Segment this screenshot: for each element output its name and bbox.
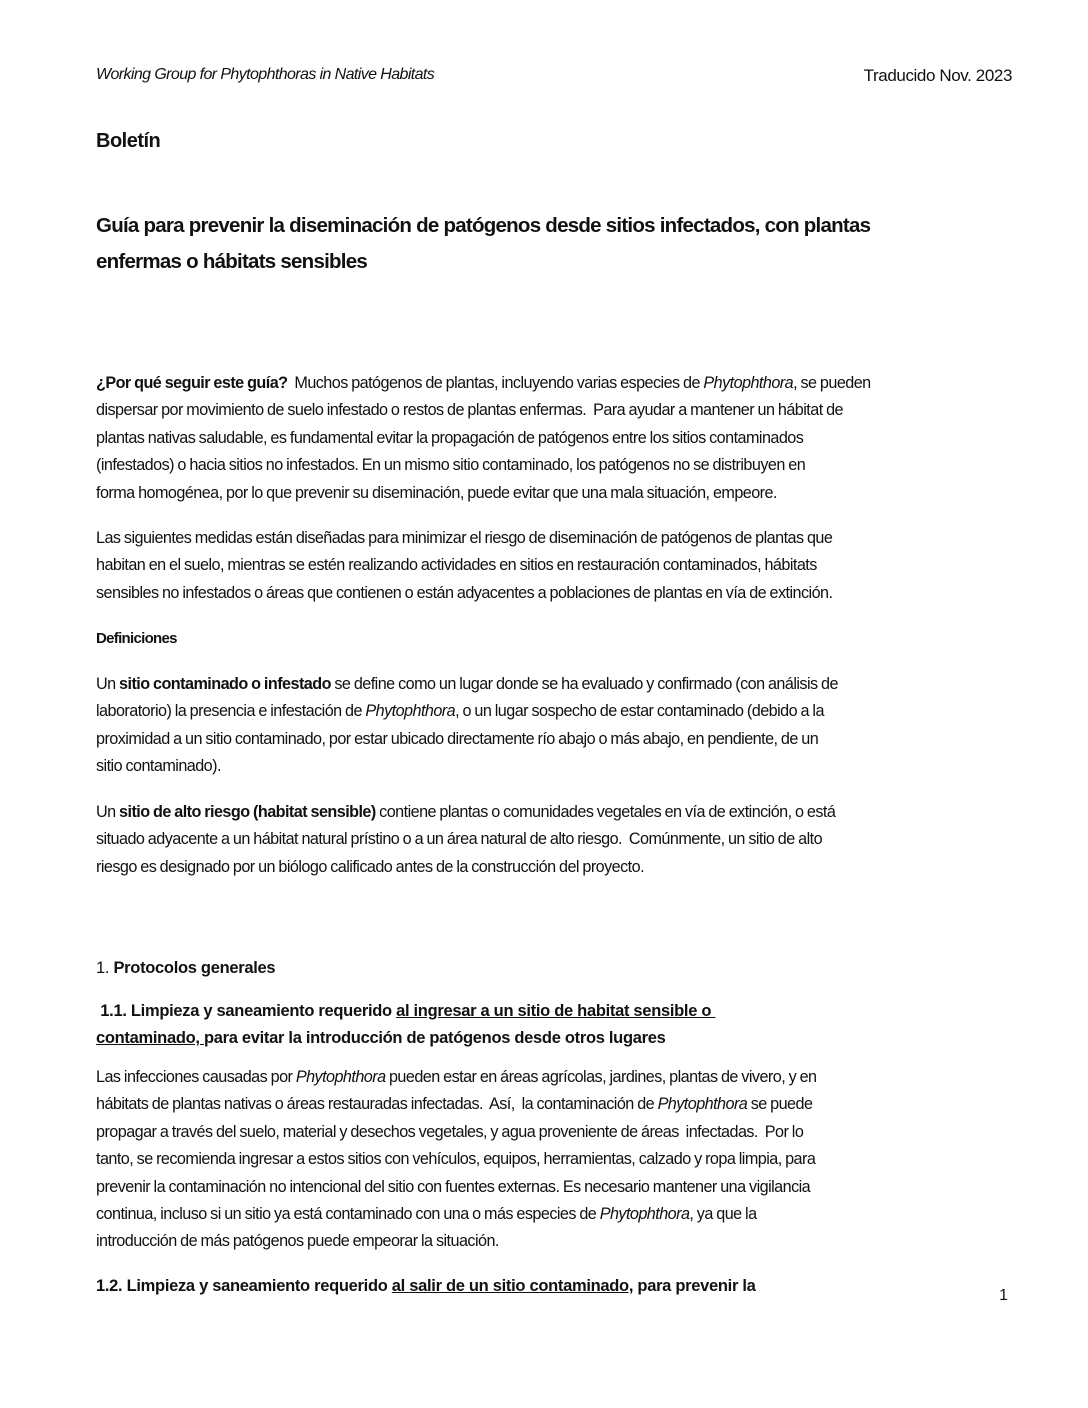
taxon-name: Phytophthora [295,1068,386,1086]
taxon-name: Phytophthora [657,1095,748,1114]
title-line-1: Guía para prevenir la diseminación de patógenos desde sitios infectados, con plantas [96,214,871,237]
section-1-2-heading: 1.2. Limpieza y saneamiento requerido al salir de un sitio contaminado, para prevenir la [96,1277,756,1295]
definition-contaminated-site: Un sitio contaminado o infestado se define como un lugar donde se ha evaluado y confirmado (con análisis de laboratorio) la presencia e infestación de Phytophthora, o un lugar sospecho de estar contaminado (debido a la proximidad a un sitio contaminado, por estar ubicado directamente río abajo o más abajo, en pendiente, de un sitio contaminado). [96,675,838,776]
taxon-name: Phytophthora [599,1205,690,1224]
taxon-name: Phytophthora [365,702,456,721]
intro-paragraph: ¿Por qué seguir este guía? Muchos patógenos de plantas, incluyendo varias especies de Phytophthora, se pueden dispersar por movimiento de suelo infestado o restos de plantas enfermas. Para ayudar a mantener un hábitat de plantas nativas saludable, es fundamental evitar la propagación de patógenos entre los sitios contaminados (infestados) o hacia sitios no infestados. En un mismo sitio contaminado, los patógenos no se distribuyen en forma homogénea, por lo que prevenir su diseminación, puede evitar que una mala situación, empeore. [96,374,871,502]
definition-term: sitio contaminado o infestado [119,675,331,693]
intro-lead: ¿Por qué seguir este guía? [96,374,288,392]
section-1-1-paragraph: Las infecciones causadas por Phytophthora pueden estar en áreas agrícolas, jardines, plantas de vivero, y en hábitats de plantas nativas o áreas restauradas infectadas. Así, la contaminación de Phytophthora se puede propagar a través del suelo, material y desechos vegetales, y agua proveniente de áreas infectadas. Por lo tanto, se recomienda ingresar a estos sitios con vehículos, equipos, herramientas, calzado y ropa limpia, para prevenir la contaminación no intencional del sitio con fuentes externas. Es necesario mantener una vigilancia continua, incluso si un sitio ya está contaminado con una o más especies de Phytophthora, ya que la introducción de más patógenos puede empeorar la situación. [96,1068,817,1251]
underlined-phrase: contaminado, [96,1029,204,1047]
taxon-name: Phytophthora [703,374,794,392]
document-type-label: Boletín [96,130,161,152]
measures-paragraph: Las siguientes medidas están diseñadas para minimizar el riesgo de diseminación de patógenos de plantas que habitan en el suelo, mientras se estén realizando actividades en sitios en restauración contaminados, hábitats sensibles no infestados o áreas que contienen o están adyacentes a poblaciones de plantas en vía de extinción. [96,529,833,602]
page-number: 1 [999,1287,1008,1304]
document-title [96,208,996,280]
definition-high-risk-site: Un sitio de alto riesgo (habitat sensible) contiene plantas o comunidades vegetales en vía de extinción, o está situado adyacente a un hábitat natural prístino o a un área natural de alto riesgo. Comúnmente, un sitio de alto riesgo es designado por un biólogo calificado antes de la construcción del proyecto. [96,803,836,876]
running-header-left: Working Group for Phytophthoras in Native Habitats [96,66,435,83]
underlined-phrase: al ingresar a un sitio de habitat sensible o [396,1002,716,1020]
definition-term: sitio de alto riesgo (habitat sensible) [119,803,376,821]
underlined-phrase: al salir de un sitio contaminado, [391,1277,634,1295]
running-header-right: Traducido Nov. 2023 [863,66,1012,85]
title-line-2: enfermas o hábitats sensibles [96,250,368,273]
section-1-1-heading: 1.1. Limpieza y saneamiento requerido al ingresar a un sitio de habitat sensible o contaminado, para evitar la introducción de patógenos desde otros lugares [96,1002,716,1047]
definitions-heading: Definiciones [96,630,177,647]
section-1-heading: 1. Protocolos generales [96,959,276,977]
